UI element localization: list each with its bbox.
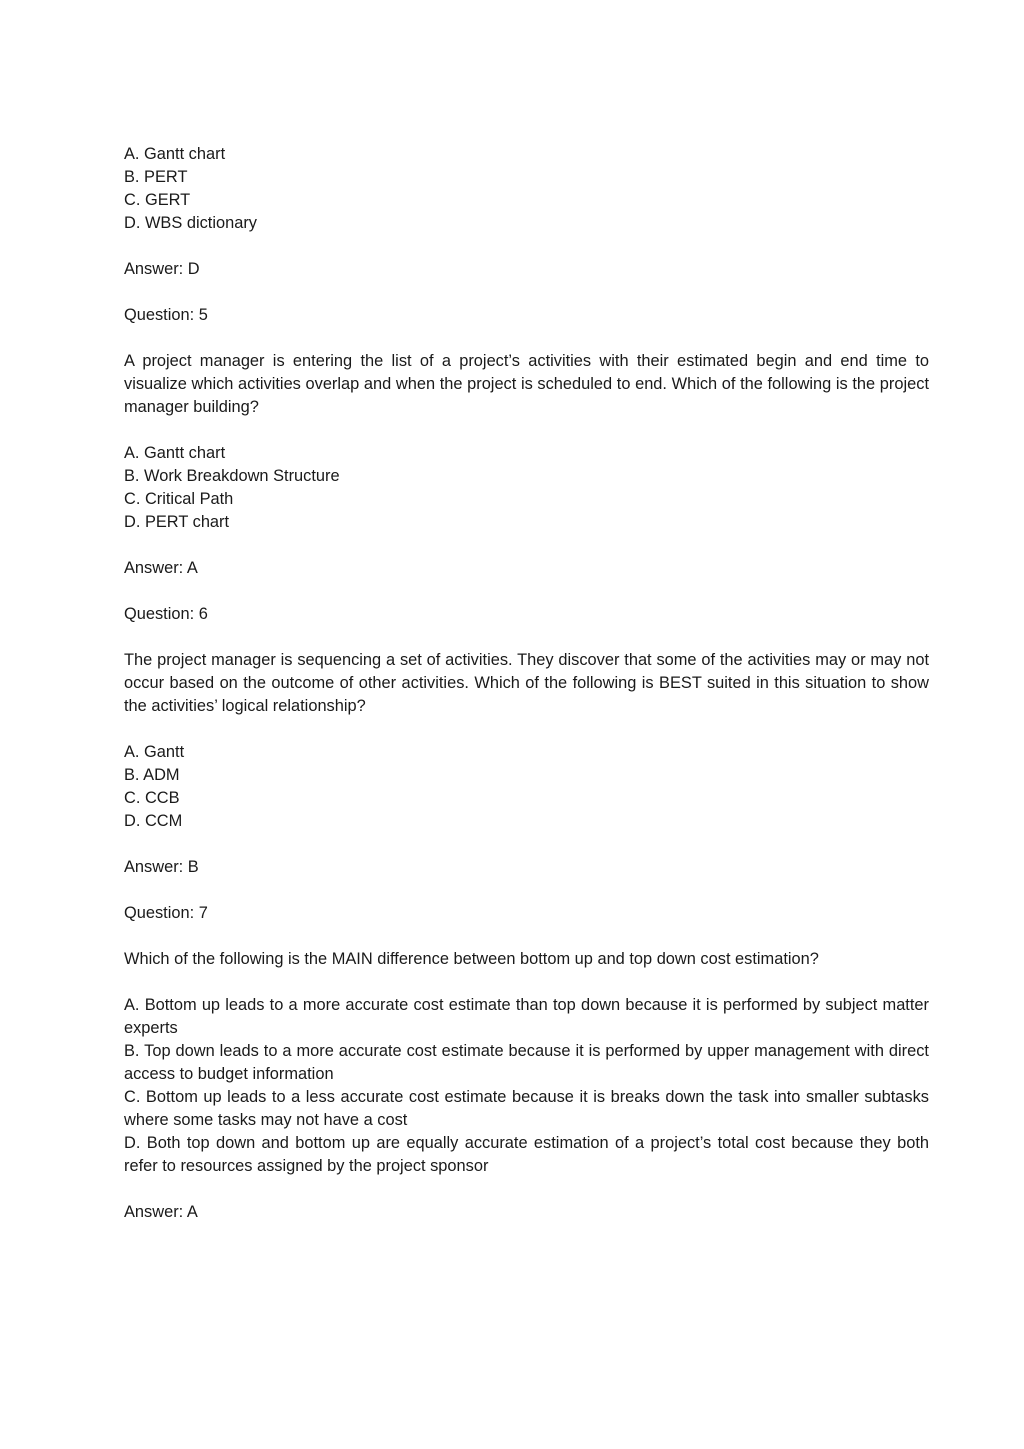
question-text: The project manager is sequencing a set of activities. They discover that some of the activities may or may not occur based on the outcome of other activities. Which of the following is BEST suited in this situation to show the activities’ logical relationship?: [124, 651, 929, 715]
option-c: C. CCB: [124, 789, 180, 807]
option-d: D. CCM: [124, 812, 183, 830]
option-b: B. Work Breakdown Structure: [124, 467, 340, 485]
answer: Answer: A: [124, 559, 198, 577]
question-label: Question: 5: [124, 306, 208, 324]
option-a: A. Gantt chart: [124, 444, 226, 462]
answer: Answer: A: [124, 1203, 198, 1221]
option-c: C. Bottom up leads to a less accurate cost estimate because it is breaks down the task into smaller subtasks where some tasks may not have a cost: [124, 1088, 929, 1129]
option-b: B. ADM: [124, 766, 180, 784]
option-d: D. PERT chart: [124, 513, 230, 531]
question-text: A project manager is entering the list of a project’s activities with their estimated begin and end time to visualize which activities overlap and when the project is scheduled to end. Which of the following is the project manager building?: [124, 352, 929, 416]
question-options: [124, 994, 929, 1178]
question-label: Question: 7: [124, 904, 208, 922]
option-b: B. PERT: [124, 168, 188, 186]
question-options: [124, 741, 929, 833]
option-b: B. Top down leads to a more accurate cost estimate because it is performed by upper management with direct access to budget information: [124, 1042, 929, 1083]
answer: Answer: D: [124, 260, 200, 278]
question-text: Which of the following is the MAIN difference between bottom up and top down cost estimation?: [124, 950, 819, 968]
option-d: D. Both top down and bottom up are equally accurate estimation of a project’s total cost because they both refer to resources assigned by the project sponsor: [124, 1134, 929, 1175]
document-page: [124, 143, 929, 1224]
option-c: C. GERT: [124, 191, 191, 209]
option-a: A. Gantt chart: [124, 145, 226, 163]
option-a: A. Bottom up leads to a more accurate cost estimate than top down because it is performed by subject matter experts: [124, 996, 929, 1037]
question-label: Question: 6: [124, 605, 208, 623]
option-c: C. Critical Path: [124, 490, 234, 508]
option-d: D. WBS dictionary: [124, 214, 257, 232]
answer: Answer: B: [124, 858, 199, 876]
previous-question-options: [124, 143, 929, 235]
option-a: A. Gantt: [124, 743, 185, 761]
question-options: [124, 442, 929, 534]
